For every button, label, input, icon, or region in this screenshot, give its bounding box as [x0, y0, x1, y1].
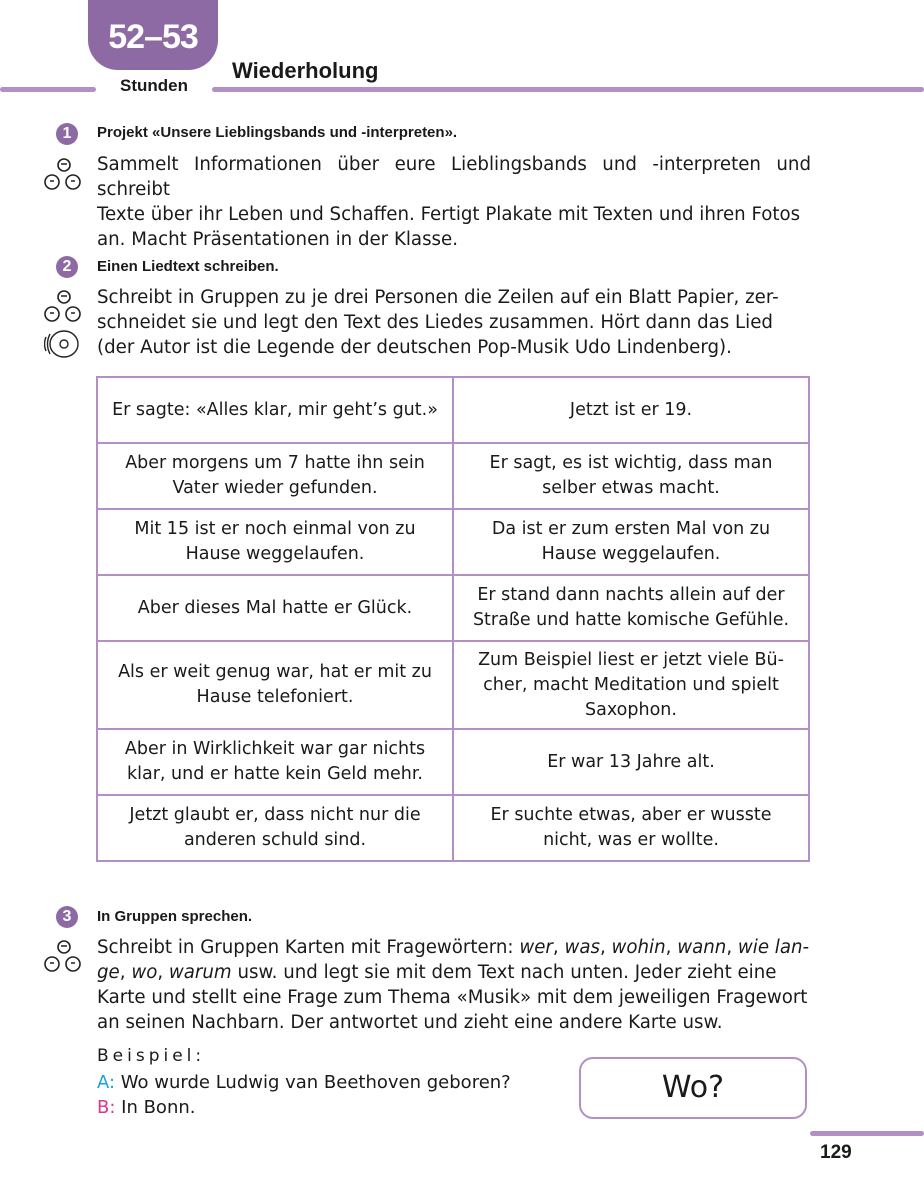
question-word: was: [564, 937, 600, 958]
text-line: Schreibt in Gruppen zu je drei Personen die Zeilen auf ein Blatt Papier, zer-: [97, 287, 779, 308]
exercise-1-text: [97, 152, 811, 252]
table-cell: Aber in Wirklichkeit war gar nichts klar, und er hatte kein Geld mehr.: [97, 729, 453, 795]
example-label: Beispiel:: [97, 1046, 206, 1066]
table-row: [97, 509, 809, 575]
question-word: ge: [97, 962, 120, 983]
speaker-b: B:: [97, 1097, 116, 1118]
lesson-label: Stunden: [120, 76, 188, 95]
header-rule-right: [212, 87, 924, 92]
question-word: wo: [131, 962, 158, 983]
question-word: wann: [677, 937, 727, 958]
dialogue-line-a: A: Wo wurde Ludwig van Beethoven geboren?: [97, 1072, 511, 1093]
text-line: (der Autor ist die Legende der deutschen Pop-Musik Udo Lindenberg).: [97, 337, 732, 358]
table-cell: Da ist er zum ersten Mal von zu Hause weggelaufen.: [453, 509, 809, 575]
group-work-icon: [42, 288, 86, 326]
text-line: an seinen Nachbarn. Der antwortet und zieht eine andere Karte usw.: [97, 1012, 723, 1033]
table-cell: Aber morgens um 7 hatte ihn sein Vater wieder gefunden.: [97, 443, 453, 509]
table-cell: Zum Beispiel liest er jetzt viele Bü-cher, macht Meditation und spielt Saxophon.: [453, 641, 809, 729]
text-line: Sammelt Informationen über eure Lieblingsbands und -interpreten und schreibt: [97, 154, 811, 200]
table-cell: Er stand dann nachts allein auf der Straße und hatte komische Gefühle.: [453, 575, 809, 641]
exercise-2-title: Einen Liedtext schreiben.: [97, 258, 279, 275]
audio-cd-icon: [44, 328, 80, 360]
group-work-icon: [42, 938, 86, 976]
speaker-a: A:: [97, 1072, 116, 1093]
song-lines-table: [96, 376, 810, 862]
text-line: Texte über ihr Leben und Schaffen. Fertigt Plakate mit Texten und ihren Fotos: [97, 204, 801, 225]
table-cell: Jetzt glaubt er, dass nicht nur die anderen schuld sind.: [97, 795, 453, 861]
exercise-3-text: [97, 935, 811, 1035]
question-word: warum: [168, 962, 232, 983]
table-row: [97, 795, 809, 861]
table-row: [97, 377, 809, 443]
question-word: wie lan-: [737, 937, 810, 958]
text-line: ge, wo, warum usw. und legt sie mit dem Text nach unten. Jeder zieht eine: [97, 962, 777, 983]
table-row: [97, 641, 809, 729]
table-row: [97, 575, 809, 641]
question-word: wer: [519, 937, 553, 958]
exercise-1-title: Projekt «Unsere Lieblingsbands und -interpreten».: [97, 124, 458, 141]
exercise-1-number: 1: [56, 123, 78, 145]
table-cell: Als er weit genug war, hat er mit zu Hause telefoniert.: [97, 641, 453, 729]
table-cell: Mit 15 ist er noch einmal von zu Hause weggelaufen.: [97, 509, 453, 575]
dialogue-line-b: B: In Bonn.: [97, 1097, 196, 1118]
exercise-2-text: [97, 285, 811, 360]
question-card: Wo?: [579, 1057, 807, 1119]
lesson-numbers: 52–53: [108, 18, 198, 56]
exercise-2-number: 2: [56, 256, 78, 278]
text-line: schneidet sie und legt den Text des Liedes zusammen. Hört dann das Lied: [97, 312, 773, 333]
table-row: [97, 729, 809, 795]
exercise-3-title: In Gruppen sprechen.: [97, 908, 253, 925]
table-cell: Aber dieses Mal hatte er Glück.: [97, 575, 453, 641]
group-work-icon: [42, 156, 86, 194]
table-cell: Er sagte: «Alles klar, mir geht’s gut.»: [97, 377, 453, 443]
table-row: [97, 443, 809, 509]
header-rule-left: [0, 87, 96, 92]
footer-rule: [810, 1131, 924, 1136]
page-number: 129: [820, 1142, 852, 1163]
table-cell: Er sagt, es ist wichtig, dass man selber etwas macht.: [453, 443, 809, 509]
exercise-3-number: 3: [56, 906, 78, 928]
text-line: an. Macht Präsentationen in der Klasse.: [97, 229, 458, 250]
text-line: Karte und stellt eine Frage zum Thema «Musik» mit dem jeweiligen Fragewort: [97, 987, 808, 1008]
text-line: Schreibt in Gruppen Karten mit Fragewörtern: wer, was, wohin, wann, wie lan-: [97, 937, 810, 958]
table-cell: Jetzt ist er 19.: [453, 377, 809, 443]
table-cell: Er suchte etwas, aber er wusste nicht, was er wollte.: [453, 795, 809, 861]
page-title: Wiederholung: [232, 58, 379, 83]
table-cell: Er war 13 Jahre alt.: [453, 729, 809, 795]
question-word: wohin: [611, 937, 666, 958]
